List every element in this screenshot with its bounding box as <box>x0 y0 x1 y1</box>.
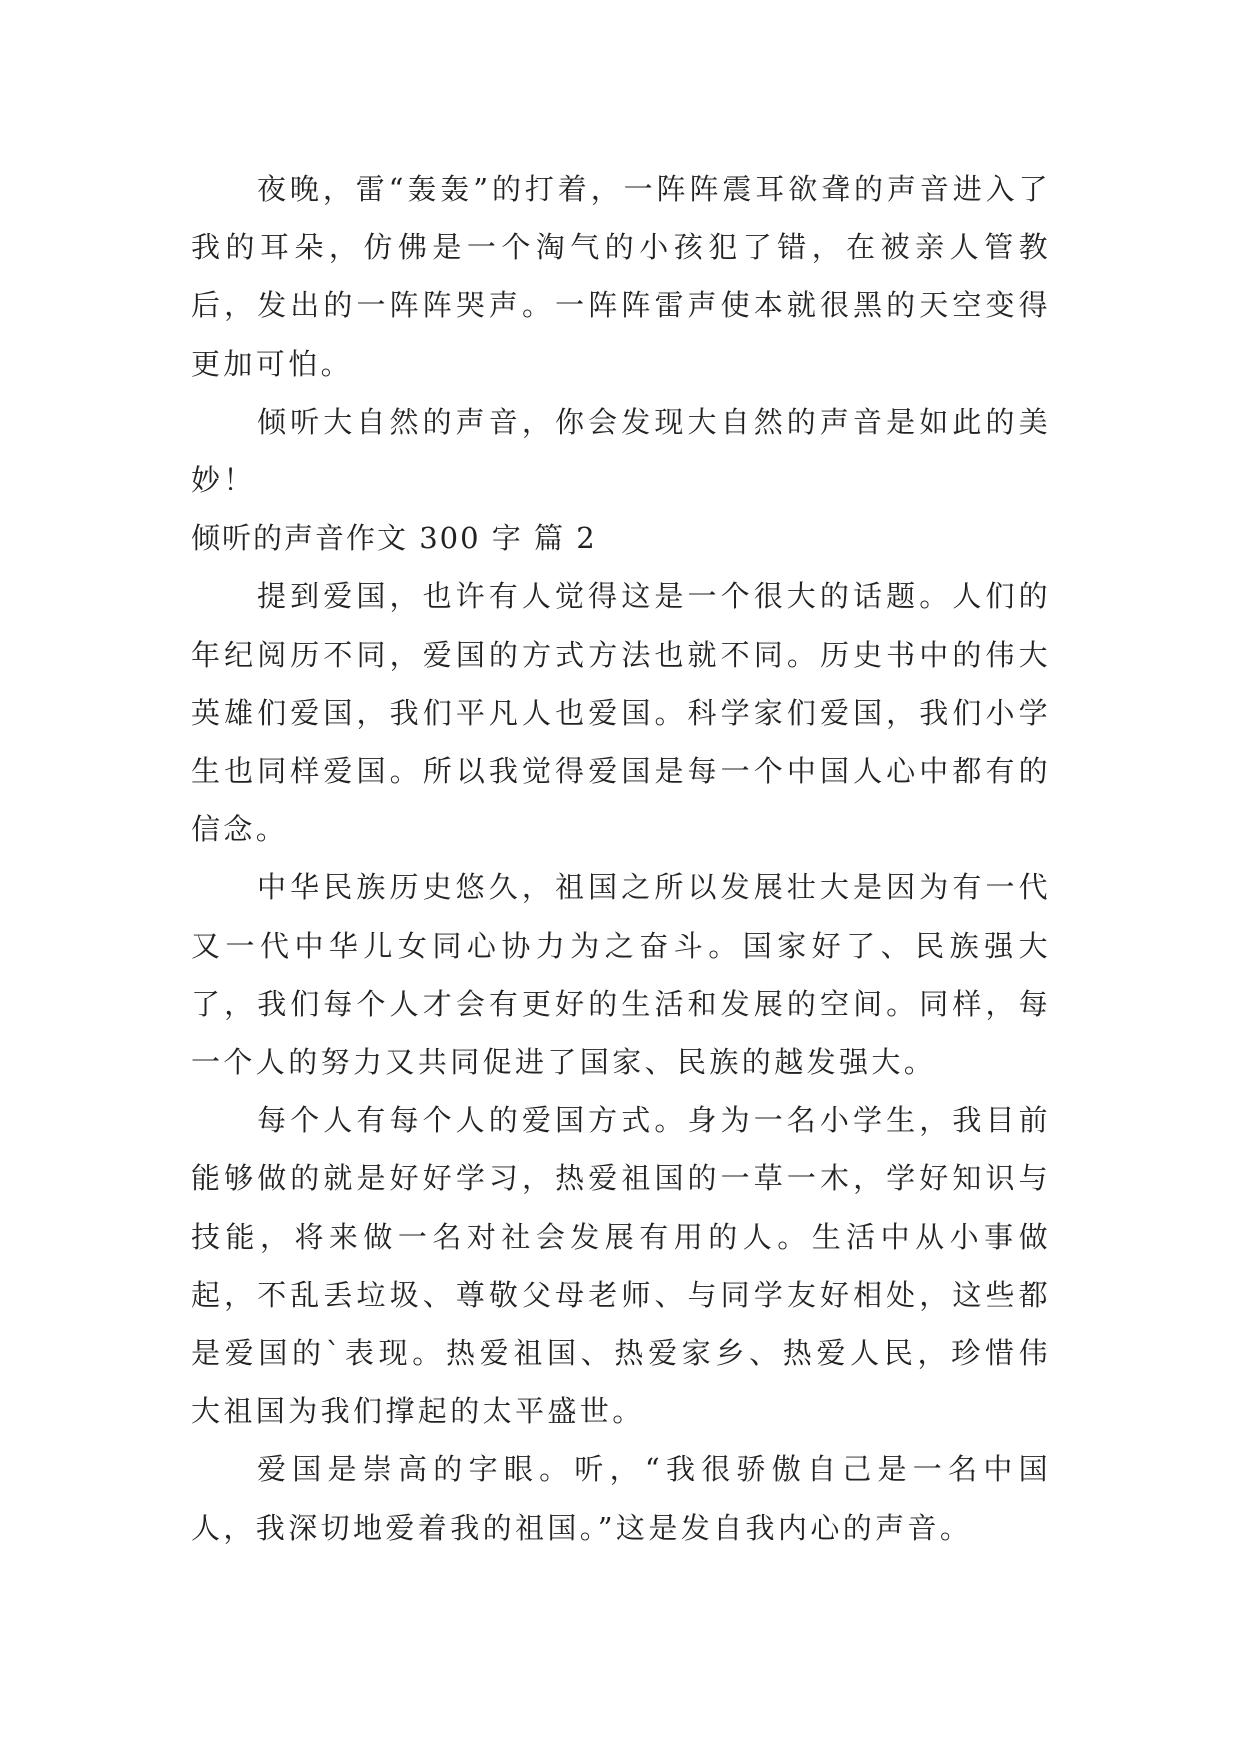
paragraph-nature-sound: 倾听大自然的声音，你会发现大自然的声音是如此的美妙！ <box>191 404 1051 498</box>
paragraph-conclusion: 爱国是崇高的字眼。听，“我很骄傲自己是一名中国人，我深切地爱着我的祖国。”这是发自我内心的声音。 <box>191 1452 1051 1545</box>
paragraph-patriotism-intro: 提到爱国，也许有人觉得这是一个很大的话题。人们的年纪阅历不同，爱国的方式方法也就不同。历史书中的伟大英雄们爱国，我们平凡人也爱国。科学家们爱国，我们小学生也同样爱国。所以我觉得爱国是每一个中国人心中都有的信念。 <box>191 579 1051 847</box>
paragraph-thunder: 夜晚，雷“轰轰”的打着，一阵阵震耳欲聋的声音进入了我的耳朵，仿佛是一个淘气的小孩犯了错，在被亲人管教后，发出的一阵阵哭声。一阵阵雷声使本就很黑的天空变得更加可怕。 <box>191 172 1051 381</box>
document-body <box>191 160 1051 1557</box>
paragraph-student-way: 每个人有每个人的爱国方式。身为一名小学生，我目前能够做的就是好好学习，热爱祖国的一草一木，学好知识与技能，将来做一名对社会发展有用的人。生活中从小事做起，不乱丢垃圾、尊敬父母老师、与同学友好相处，这些都是爱国的`表现。热爱祖国、热爱家乡、热爱人民，珍惜伟大祖国为我们撑起的太平盛世。 <box>191 1103 1051 1429</box>
essay-heading: 倾听的声音作文 300 字 篇 2 <box>191 521 597 556</box>
paragraph-nation-history: 中华民族历史悠久，祖国之所以发展壮大是因为有一代又一代中华儿女同心协力为之奋斗。国家好了、民族强大了，我们每个人才会有更好的生活和发展的空间。同样，每一个人的努力又共同促进了国家、民族的越发强大。 <box>191 870 1051 1080</box>
